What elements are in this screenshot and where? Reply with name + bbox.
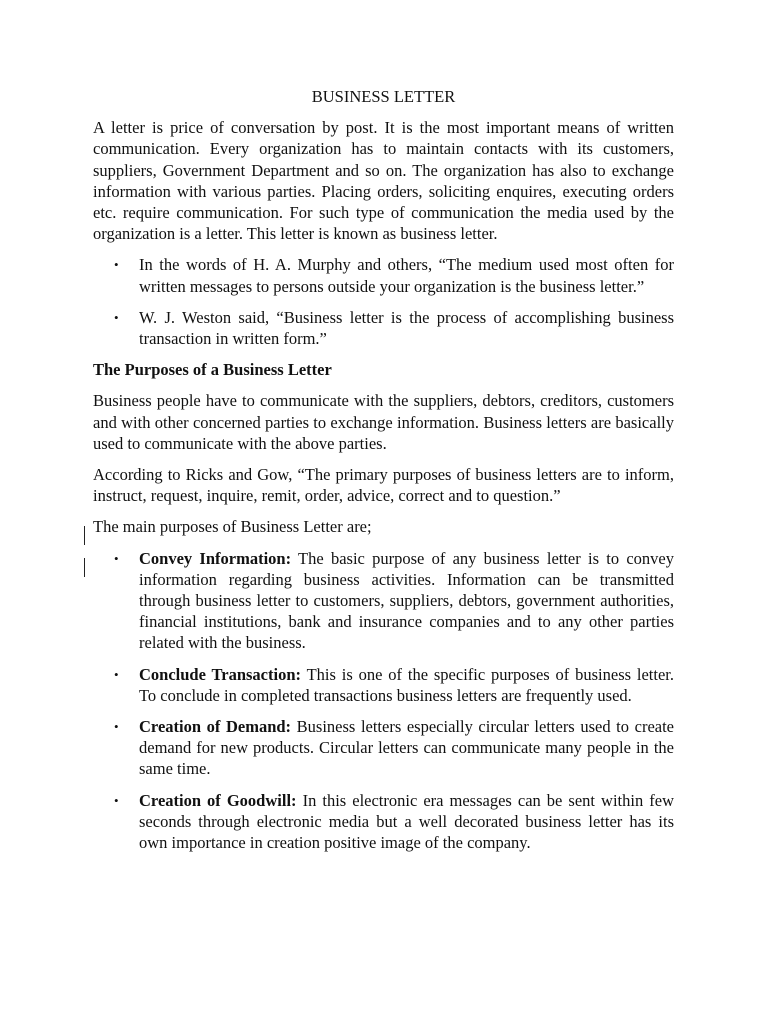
purpose-creation-of-goodwill xyxy=(93,790,674,854)
purposes-heading: The Purposes of a Business Letter xyxy=(93,360,332,380)
purpose-term: Conclude Transaction: xyxy=(139,664,302,684)
parties-paragraph: Business people have to communicate with the suppliers, debtors, creditors, customers and with other concerned parties to exchange information. Business letters are basically used to communicate with the above parties. xyxy=(93,391,674,453)
ricks-gow-paragraph: According to Ricks and Gow, “The primary purposes of business letters are to inform, instruct, request, inquire, remit, order, advice, correct and to question.” xyxy=(93,465,674,506)
purpose-text: This is one of the specific purposes of business letter. To conclude in completed transactions business letters are frequently used. xyxy=(139,664,675,705)
definition-weston: • W. J. Weston said, “Business letter is the process of accomplishing business transaction in written form.” xyxy=(93,307,674,349)
purpose-text: Business letters especially circular letters used to create demand for new products. Circular letters can communicate many people in the same time. xyxy=(139,717,674,779)
purpose-term: Convey Information: xyxy=(139,548,292,568)
purposes-list xyxy=(93,548,674,854)
purpose-term: Creation of Goodwill: xyxy=(139,790,297,810)
purpose-convey-information xyxy=(93,548,674,654)
change-bar-marker xyxy=(84,526,85,545)
document-title: BUSINESS LETTER xyxy=(311,87,456,106)
definition-murphy: • In the words of H. A. Murphy and others, “The medium used most often for written messages to persons outside your organization is the business letter.” xyxy=(93,254,674,296)
document-page xyxy=(93,86,674,863)
intro-paragraph: A letter is price of conversation by post. It is the most important means of written communication. Every organization has to maintain contacts with its customers, suppliers, Government Department and so on. The organization has also to exchange information with various parties. Placing orders, soliciting enquires, executing orders etc. require communication. For such type of communication the media used by the organization is a letter. This letter is known as business letter. xyxy=(93,118,674,244)
purpose-term: Creation of Demand: xyxy=(139,717,292,737)
purpose-conclude-transaction xyxy=(93,664,674,706)
main-purposes-paragraph: The main purposes of Business Letter are; xyxy=(93,517,372,537)
purpose-text: In this electronic era messages can be sent within few seconds through electronic media but a well decorated business letter has its own importance in creation positive image of the company. xyxy=(139,790,674,853)
purpose-creation-of-demand xyxy=(93,716,674,780)
purpose-text: The basic purpose of any business letter is to convey information regarding business activities. Information can be transmitted through business letter to customers, suppliers, debtors, government authorities, financial institutions, bank and insurance companies and to any other parties related with the business. xyxy=(139,548,675,653)
change-bar-marker xyxy=(84,558,85,577)
definitions-list xyxy=(93,254,674,349)
